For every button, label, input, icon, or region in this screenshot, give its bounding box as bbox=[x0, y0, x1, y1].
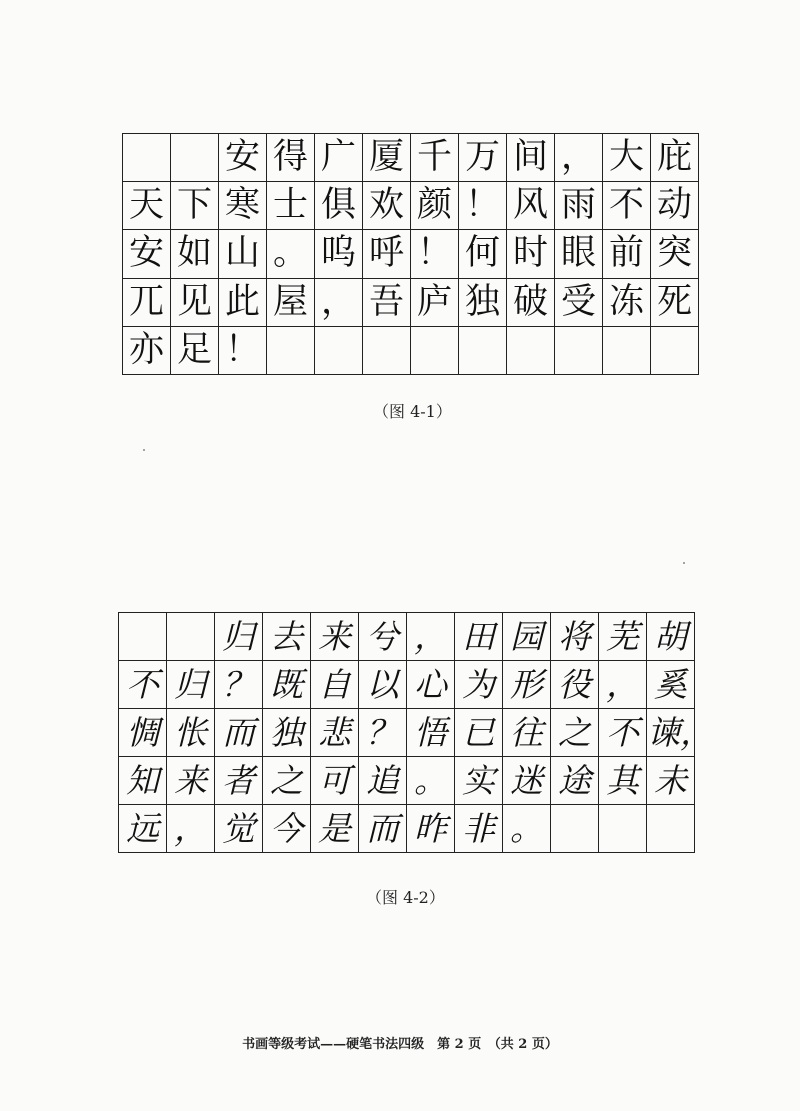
grid-cell: 庇 bbox=[651, 134, 699, 182]
grid-cell bbox=[551, 805, 599, 853]
grid-cell: 。 bbox=[407, 757, 455, 805]
grid-cell: 途 bbox=[551, 757, 599, 805]
grid-row bbox=[119, 661, 695, 709]
grid-cell: 为 bbox=[455, 661, 503, 709]
grid-cell: 风 bbox=[507, 182, 555, 230]
grid-cell bbox=[603, 326, 651, 374]
grid-row bbox=[119, 613, 695, 661]
grid-cell: 得 bbox=[267, 134, 315, 182]
grid-cell: 。 bbox=[267, 230, 315, 278]
grid-cell: 天 bbox=[123, 182, 171, 230]
grid-cell: 雨 bbox=[555, 182, 603, 230]
grid-cell: 独 bbox=[459, 278, 507, 326]
grid-cell: 远 bbox=[119, 805, 167, 853]
grid-cell: 未 bbox=[647, 757, 695, 805]
grid-cell: 不 bbox=[603, 182, 651, 230]
grid-cell: 欢 bbox=[363, 182, 411, 230]
grid-cell: 不 bbox=[599, 709, 647, 757]
grid-cell: 不 bbox=[119, 661, 167, 709]
grid-row bbox=[119, 757, 695, 805]
grid-row bbox=[123, 278, 699, 326]
grid-cell: 此 bbox=[219, 278, 267, 326]
grid-cell: 非 bbox=[455, 805, 503, 853]
grid-cell: 田 bbox=[455, 613, 503, 661]
grid-cell bbox=[167, 613, 215, 661]
grid-cell: 往 bbox=[503, 709, 551, 757]
grid-cell: 受 bbox=[555, 278, 603, 326]
grid-cell: 奚 bbox=[647, 661, 695, 709]
grid-row bbox=[119, 709, 695, 757]
grid-cell: 觉 bbox=[215, 805, 263, 853]
figure-caption-4-2: （图 4-2） bbox=[366, 888, 445, 907]
grid-cell: 见 bbox=[171, 278, 219, 326]
grid-cell bbox=[647, 805, 695, 853]
practice-grid-4-1 bbox=[122, 133, 699, 375]
grid-cell bbox=[599, 805, 647, 853]
grid-cell: 厦 bbox=[363, 134, 411, 182]
grid-cell: 胡 bbox=[647, 613, 695, 661]
grid-cell: 可 bbox=[311, 757, 359, 805]
grid-cell: 颜 bbox=[411, 182, 459, 230]
grid-cell: 之 bbox=[263, 757, 311, 805]
grid-cell: 亦 bbox=[123, 326, 171, 374]
grid-cell: 而 bbox=[359, 805, 407, 853]
grid-cell: 兀 bbox=[123, 278, 171, 326]
grid-cell: 破 bbox=[507, 278, 555, 326]
grid-cell bbox=[555, 326, 603, 374]
grid-cell: ， bbox=[555, 134, 603, 182]
grid-cell: 惆 bbox=[119, 709, 167, 757]
grid-cell bbox=[459, 326, 507, 374]
grid-cell: 迷 bbox=[503, 757, 551, 805]
grid-cell: 来 bbox=[167, 757, 215, 805]
grid-cell: 安 bbox=[123, 230, 171, 278]
grid-cell: 士 bbox=[267, 182, 315, 230]
grid-cell: 将 bbox=[551, 613, 599, 661]
grid-row bbox=[123, 230, 699, 278]
grid-cell: 去 bbox=[263, 613, 311, 661]
grid-cell: 以 bbox=[359, 661, 407, 709]
grid-cell: 突 bbox=[651, 230, 699, 278]
grid-cell bbox=[411, 326, 459, 374]
grid-cell: ！ bbox=[411, 230, 459, 278]
grid-cell: 兮 bbox=[359, 613, 407, 661]
grid-cell: 寒 bbox=[219, 182, 267, 230]
grid-cell: 悲 bbox=[311, 709, 359, 757]
grid-cell: 形 bbox=[503, 661, 551, 709]
grid-cell: 何 bbox=[459, 230, 507, 278]
grid-cell: ， bbox=[407, 613, 455, 661]
grid-cell: 园 bbox=[503, 613, 551, 661]
grid-cell: 而 bbox=[215, 709, 263, 757]
grid-cell: 怅 bbox=[167, 709, 215, 757]
grid-cell: 自 bbox=[311, 661, 359, 709]
grid-cell: ， bbox=[167, 805, 215, 853]
grid-cell: 归 bbox=[215, 613, 263, 661]
scan-speck bbox=[143, 449, 145, 451]
grid-cell: ！ bbox=[459, 182, 507, 230]
grid-cell bbox=[651, 326, 699, 374]
grid-row bbox=[123, 134, 699, 182]
practice-grid-4-2 bbox=[118, 612, 713, 853]
grid-cell: 追 bbox=[359, 757, 407, 805]
grid-cell: 安 bbox=[219, 134, 267, 182]
grid-cell: 既 bbox=[263, 661, 311, 709]
grid-cell: 时 bbox=[507, 230, 555, 278]
grid-cell: 知 bbox=[119, 757, 167, 805]
grid-cell: 屋 bbox=[267, 278, 315, 326]
grid-cell: 心 bbox=[407, 661, 455, 709]
grid-cell: 庐 bbox=[411, 278, 459, 326]
grid-cell: 独 bbox=[263, 709, 311, 757]
grid-cell: 来 bbox=[311, 613, 359, 661]
grid-cell bbox=[267, 326, 315, 374]
grid-cell: ， bbox=[315, 278, 363, 326]
grid-cell: 死 bbox=[651, 278, 699, 326]
figure-caption-4-1: （图 4-1） bbox=[373, 402, 452, 421]
grid-cell: 昨 bbox=[407, 805, 455, 853]
grid-cell bbox=[171, 134, 219, 182]
grid-cell: ？ bbox=[359, 709, 407, 757]
grid-cell: 万 bbox=[459, 134, 507, 182]
grid-cell: 实 bbox=[455, 757, 503, 805]
grid-cell: 间 bbox=[507, 134, 555, 182]
grid-cell: 大 bbox=[603, 134, 651, 182]
grid-cell: 足 bbox=[171, 326, 219, 374]
grid-cell: 如 bbox=[171, 230, 219, 278]
grid-cell: 。 bbox=[503, 805, 551, 853]
grid-cell: 悟 bbox=[407, 709, 455, 757]
grid-cell bbox=[119, 613, 167, 661]
grid-cell: 已 bbox=[455, 709, 503, 757]
grid-row bbox=[123, 182, 699, 230]
grid-cell: 呜 bbox=[315, 230, 363, 278]
grid-cell: 千 bbox=[411, 134, 459, 182]
grid-cell: 动 bbox=[651, 182, 699, 230]
grid-cell: ？ bbox=[215, 661, 263, 709]
grid-cell: 前 bbox=[603, 230, 651, 278]
grid-cell: 之 bbox=[551, 709, 599, 757]
grid-body bbox=[119, 613, 713, 853]
grid-cell: 归 bbox=[167, 661, 215, 709]
grid-cell: ！ bbox=[219, 326, 267, 374]
grid-cell: 下 bbox=[171, 182, 219, 230]
grid-cell: 吾 bbox=[363, 278, 411, 326]
grid-cell: 眼 bbox=[555, 230, 603, 278]
grid-cell bbox=[363, 326, 411, 374]
grid-cell: 者 bbox=[215, 757, 263, 805]
grid-cell: 山 bbox=[219, 230, 267, 278]
grid-cell: 其 bbox=[599, 757, 647, 805]
grid-cell bbox=[507, 326, 555, 374]
grid-cell bbox=[123, 134, 171, 182]
grid-cell: 俱 bbox=[315, 182, 363, 230]
grid-cell: 芜 bbox=[599, 613, 647, 661]
grid-cell: 今 bbox=[263, 805, 311, 853]
grid-cell bbox=[315, 326, 363, 374]
grid-body bbox=[123, 134, 699, 375]
page-footer: 书画等级考试——硬笔书法四级 第 2 页 （共 2 页） bbox=[242, 1037, 558, 1052]
grid-row bbox=[123, 326, 699, 374]
grid-cell: 谏， bbox=[647, 709, 695, 757]
grid-cell: 是 bbox=[311, 805, 359, 853]
grid-row bbox=[119, 805, 695, 853]
grid-cell: ， bbox=[599, 661, 647, 709]
grid-cell: 役 bbox=[551, 661, 599, 709]
grid-cell: 广 bbox=[315, 134, 363, 182]
grid-cell: 呼 bbox=[363, 230, 411, 278]
grid-cell: 冻 bbox=[603, 278, 651, 326]
scan-speck bbox=[683, 562, 685, 564]
